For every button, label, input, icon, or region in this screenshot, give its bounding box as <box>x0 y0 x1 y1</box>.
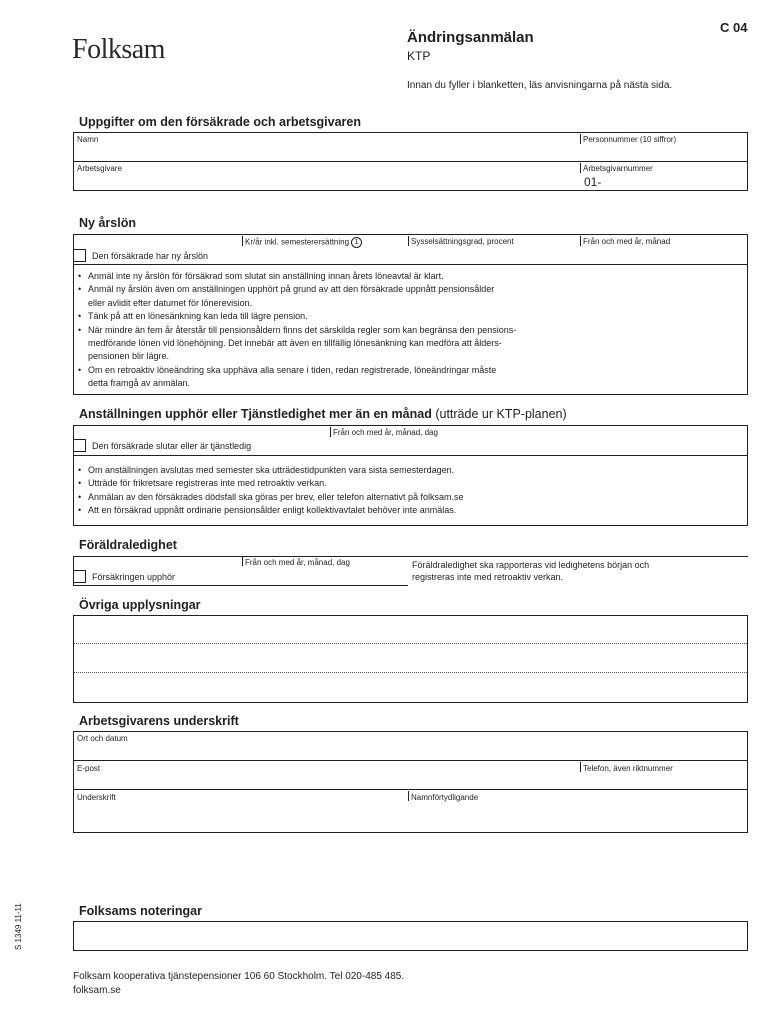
parental-from-date-field[interactable]: Från och med år, månad, dag <box>245 558 350 567</box>
employer-field[interactable]: Arbetsgivare <box>77 164 122 173</box>
section-heading-folksam-notes: Folksams noteringar <box>79 904 202 918</box>
employment-ends-instructions <box>78 464 738 518</box>
email-field[interactable]: E-post <box>77 764 101 773</box>
divider <box>73 264 748 265</box>
footer-website: folksam.se <box>73 985 121 996</box>
instruction-item: • Utträde för frikretsare registreras inte med retroaktiv verkan. <box>78 477 738 490</box>
note-number-circle: 1 <box>351 237 362 248</box>
field-tick <box>580 236 581 246</box>
other-info-field[interactable] <box>73 615 748 703</box>
folksam-notes-field <box>73 921 748 951</box>
writing-line <box>74 672 747 673</box>
field-tick <box>242 556 243 566</box>
heading-bold-part: Anställningen upphör eller Tjänstledighet mer än en månad <box>79 407 432 421</box>
form-side-code: S 1349 11-11 <box>14 903 23 950</box>
form-title: Ändringsanmälan <box>407 29 534 46</box>
employer-signature-box <box>73 731 748 833</box>
instruction-item: • Om anställningen avslutas med semester ska utträdestidpunkten vara sista semesterdagen. <box>78 464 738 477</box>
footer <box>73 970 404 998</box>
new-salary-checkbox-label: Den försäkrade har ny årslön <box>92 251 209 261</box>
instruction-item: • Anmäl inte ny årslön för försäkrad som slutat sin anställning innan årets löneavtal är klart. <box>78 270 738 283</box>
salary-from-month-field[interactable]: Från och med år, månad <box>583 237 671 246</box>
instruction-item-continued: pensionen blir lägre. <box>88 351 170 362</box>
divider <box>73 789 748 790</box>
instruction-item: • Tänk på att en lönesänkning kan leda till lägre pension. <box>78 310 738 323</box>
field-tick <box>580 134 581 144</box>
footer-address: Folksam kooperativa tjänstepensioner 106 60 Stockholm. Tel 020-485 485. <box>73 971 405 982</box>
field-tick <box>408 791 409 801</box>
new-salary-checkbox[interactable] <box>73 249 86 262</box>
name-clarification-field[interactable]: Namnförtydligande <box>411 793 479 802</box>
employment-ends-checkbox[interactable] <box>73 439 86 452</box>
employer-number-prefix: 01- <box>584 175 602 189</box>
section-heading-employer-signature: Arbetsgivarens underskrift <box>79 714 239 728</box>
employer-number-field[interactable]: Arbetsgivarnummer <box>583 164 653 173</box>
section-heading-parental-leave: Föräldraledighet <box>79 538 177 552</box>
field-tick <box>580 163 581 173</box>
signature-field[interactable]: Underskrift <box>77 793 116 802</box>
name-field[interactable]: Namn <box>77 135 99 144</box>
divider <box>73 455 748 456</box>
instruction-item-continued: medförande lönen vid lönehöjning. Det innebär att även en tillfällig lönesänkning kan medföra att ålders- <box>88 338 502 349</box>
place-date-field[interactable]: Ort och datum <box>77 734 128 743</box>
divider <box>73 556 748 557</box>
heading-normal-part: (utträde ur KTP-planen) <box>435 407 567 421</box>
new-salary-instructions <box>78 270 738 391</box>
instruction-item: • Anmäl ny årslön även om anställningen upphört på grund av att den försäkrade uppnått pensionsålder <box>78 283 738 296</box>
section-heading-new-salary: Ny årslön <box>79 216 136 230</box>
employment-ends-checkbox-label: Den försäkrade slutar eller är tjänstledig <box>92 441 252 451</box>
section-heading-insured: Uppgifter om den försäkrade och arbetsgivaren <box>79 115 362 129</box>
instruction-item-continued: eller avlidit efter datumet för lönerevision. <box>88 297 253 308</box>
end-from-date-field[interactable]: Från och med år, månad, dag <box>333 428 438 437</box>
form-subtitle: KTP <box>407 49 431 63</box>
salary-field[interactable] <box>245 237 362 248</box>
phone-field[interactable]: Telefon, även riktnummer <box>583 764 673 773</box>
folksam-logo: Folksam <box>72 34 165 65</box>
intro-text: Innan du fyller i blanketten, läs anvisningarna på nästa sida. <box>407 80 673 91</box>
field-tick <box>580 762 581 772</box>
parental-leave-checkbox[interactable] <box>73 570 86 583</box>
divider <box>73 161 748 162</box>
field-tick <box>330 427 331 437</box>
employment-rate-field[interactable]: Sysselsättningsgrad, procent <box>411 237 514 246</box>
form-code: C 04 <box>720 20 748 35</box>
parental-leave-note-2: registreras inte med retroaktiv verkan. <box>412 572 564 582</box>
parental-leave-checkbox-label: Försäkringen upphör <box>92 572 176 582</box>
parental-leave-note-1: Föräldraledighet ska rapporteras vid ledighetens början och <box>412 560 650 570</box>
divider <box>73 585 408 586</box>
section-heading-employment-ends <box>79 407 567 421</box>
instruction-item: • När mindre än fem år återstår till pensionsåldern finns det särskilda regler som kan begränsa den pensions- <box>78 324 738 337</box>
ssn-field[interactable]: Personnummer (10 siffror) <box>583 135 677 144</box>
field-tick <box>242 236 243 246</box>
instruction-item-continued: detta framgå av anmälan. <box>88 378 191 389</box>
field-tick <box>408 236 409 246</box>
writing-line <box>74 643 747 644</box>
instruction-item: • Om en retroaktiv löneändring ska upphäva alla senare i tiden, redan registrerade, löneändringar måste <box>78 364 738 377</box>
instruction-item: • Att en försäkrad uppnått ordinarie pensionsålder enligt kollektivavtalet behöver inte anmälas. <box>78 504 738 517</box>
section-heading-other-info: Övriga upplysningar <box>79 598 201 612</box>
instruction-item: • Anmälan av den försäkrades dödsfall ska göras per brev, eller telefon alternativt på folksam.se <box>78 491 738 504</box>
divider <box>73 760 748 761</box>
salary-label: Kr/år inkl. semesterersättning <box>245 237 350 247</box>
